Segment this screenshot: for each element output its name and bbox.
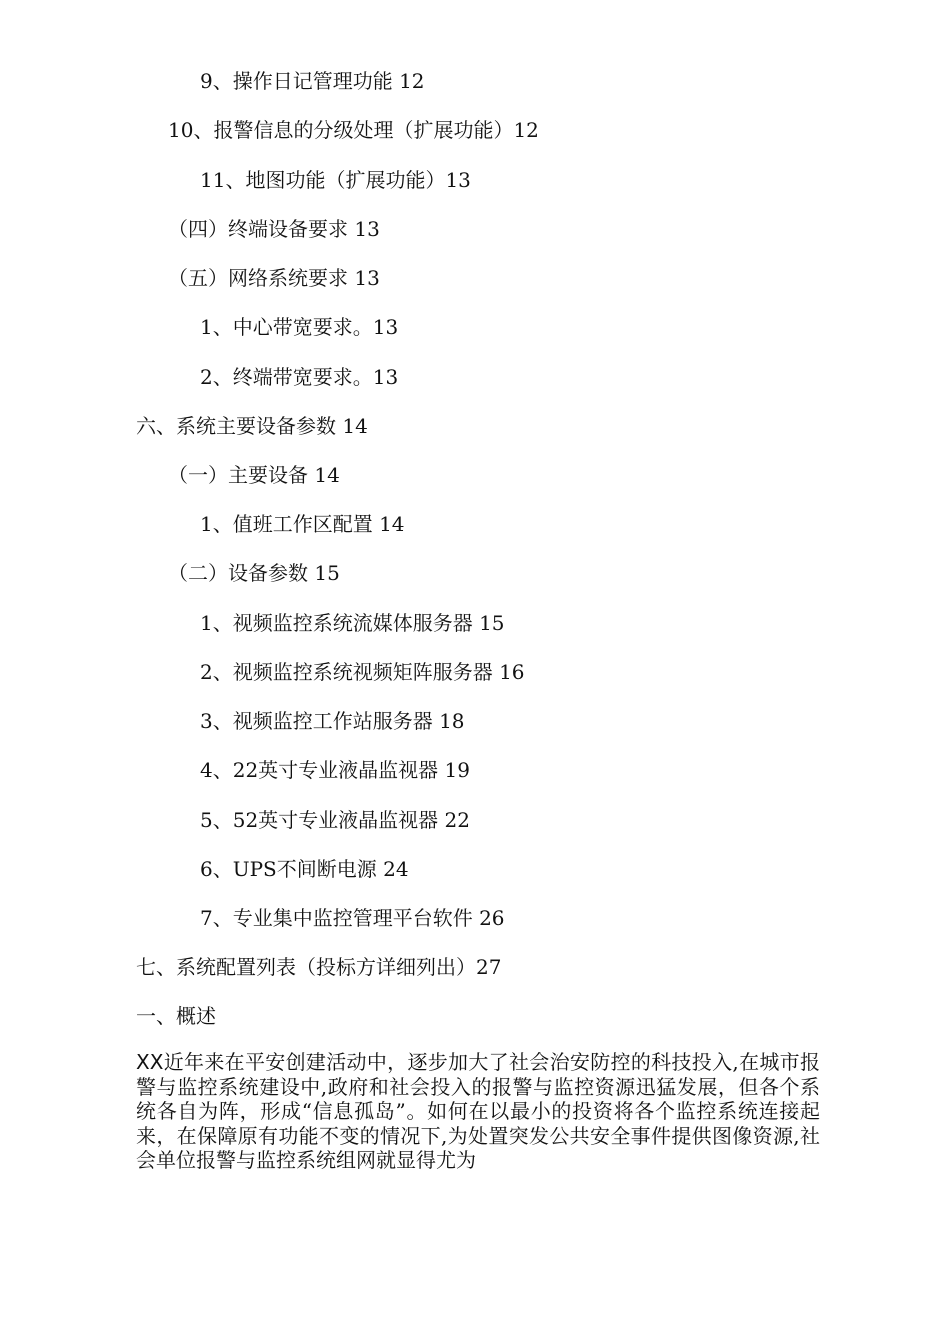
toc-entry: 3、视频监控工作站服务器 18 [200, 709, 465, 733]
toc-entry: （一）主要设备 14 [168, 463, 340, 487]
toc-entry: （四）终端设备要求 13 [168, 217, 380, 241]
toc-entry: 七、系统配置列表（投标方详细列出）27 [136, 955, 502, 979]
toc-entry: 1、中心带宽要求。13 [200, 315, 399, 339]
body-text: 近年来在平安创建活动中，逐步加大了社会治安防控的科技投入,在城市报警与监控系统建设中,政府和社会投入的报警与监控资源迅猛发展，但各个系统各自为阵，形成“信息孤岛”。如何在以最小的投资将各个监控系统连接起来，在保障原有功能不变的情况下,为处置突发公共安全事件提供图像资源,社会单位报警与监控系统组网就显得尤为 [136, 1050, 820, 1172]
toc-entry: 6、UPS不间断电源 24 [200, 857, 409, 881]
body-prefix: XX [136, 1050, 164, 1074]
toc-entry: 10、报警信息的分级处理（扩展功能）12 [168, 118, 539, 142]
toc-entry: （五）网络系统要求 13 [168, 266, 380, 290]
toc-entry: 11、地图功能（扩展功能）13 [200, 168, 471, 192]
toc-entry: 9、操作日记管理功能 12 [200, 69, 425, 93]
toc-entry: 5、52英寸专业液晶监视器 22 [200, 808, 470, 832]
toc-entry: 1、值班工作区配置 14 [200, 512, 405, 536]
toc-entry: 7、专业集中监控管理平台软件 26 [200, 906, 505, 930]
toc-entry: 4、22英寸专业液晶监视器 19 [200, 758, 470, 782]
body-paragraph [136, 1050, 820, 1173]
toc-entry: 六、系统主要设备参数 14 [136, 414, 368, 438]
toc-entry: 2、视频监控系统视频矩阵服务器 16 [200, 660, 525, 684]
section-heading: 一、概述 [136, 1004, 216, 1028]
toc-entry: （二）设备参数 15 [168, 561, 340, 585]
toc-entry: 2、终端带宽要求。13 [200, 365, 399, 389]
toc-entry: 1、视频监控系统流媒体服务器 15 [200, 611, 505, 635]
